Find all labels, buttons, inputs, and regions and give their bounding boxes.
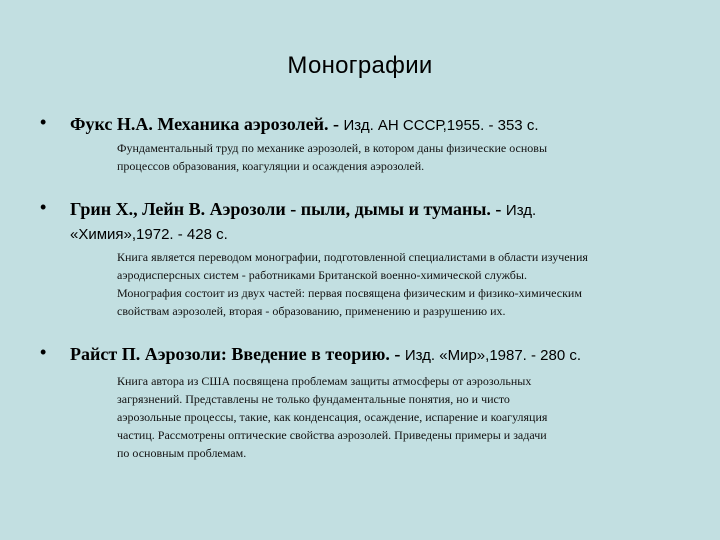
entry-publisher: Изд. [505, 202, 537, 219]
entry-description [117, 139, 547, 175]
description-line: свойствам аэрозолей, вторая - образованию, применению и разрушению их. [117, 304, 506, 318]
description-line: Книга автора из США посвящена проблемам защиты атмосферы от аэрозольных [117, 374, 532, 388]
description-line: по основным проблемам. [117, 446, 247, 460]
entry-publisher: Изд. «Мир»,1987. - 280 с. [404, 347, 582, 364]
bullet: • [40, 342, 47, 362]
entry-description [117, 248, 588, 320]
entry-description [117, 372, 547, 462]
description-line: аэрозольные процессы, такие, как конденсация, осаждение, испарение и коагуляция [117, 410, 548, 424]
entry-publisher-cont: «Химия»,1972. - 428 с. [70, 226, 228, 243]
entry-heading [70, 113, 690, 137]
slide-title: Монографии [287, 52, 433, 79]
entry-author-title: Грин Х., Лейн В. Аэрозоли - пыли, дымы и туманы. - [70, 199, 502, 219]
entry-heading [70, 198, 690, 246]
description-line: процессов образования, коагуляции и осаждения аэрозолей. [117, 159, 425, 173]
entry-author-title: Райст П. Аэрозоли: Введение в теорию. - [70, 344, 401, 364]
description-line: Книга является переводом монографии, подготовленной специалистами в области изучения [117, 250, 588, 264]
description-line: Монография состоит из двух частей: первая посвящена физическим и физико-химическим [117, 286, 582, 300]
bullet: • [40, 112, 47, 132]
description-line: аэродисперсных систем - работниками Британской военно-химической службы. [117, 268, 527, 282]
entry-publisher: Изд. АН СССР,1955. - 353 с. [343, 117, 539, 134]
description-line: частиц. Рассмотрены оптические свойства аэрозолей. Приведены примеры и задачи [117, 428, 547, 442]
description-line: загрязнений. Представлены не только фундаментальные понятия, но и чисто [117, 392, 510, 406]
description-line: Фундаментальный труд по механике аэрозолей, в котором даны физические основы [117, 141, 548, 155]
entry-author-title: Фукс Н.А. Механика аэрозолей. - [70, 114, 339, 134]
bullet: • [40, 197, 47, 217]
entry-heading [70, 343, 690, 367]
